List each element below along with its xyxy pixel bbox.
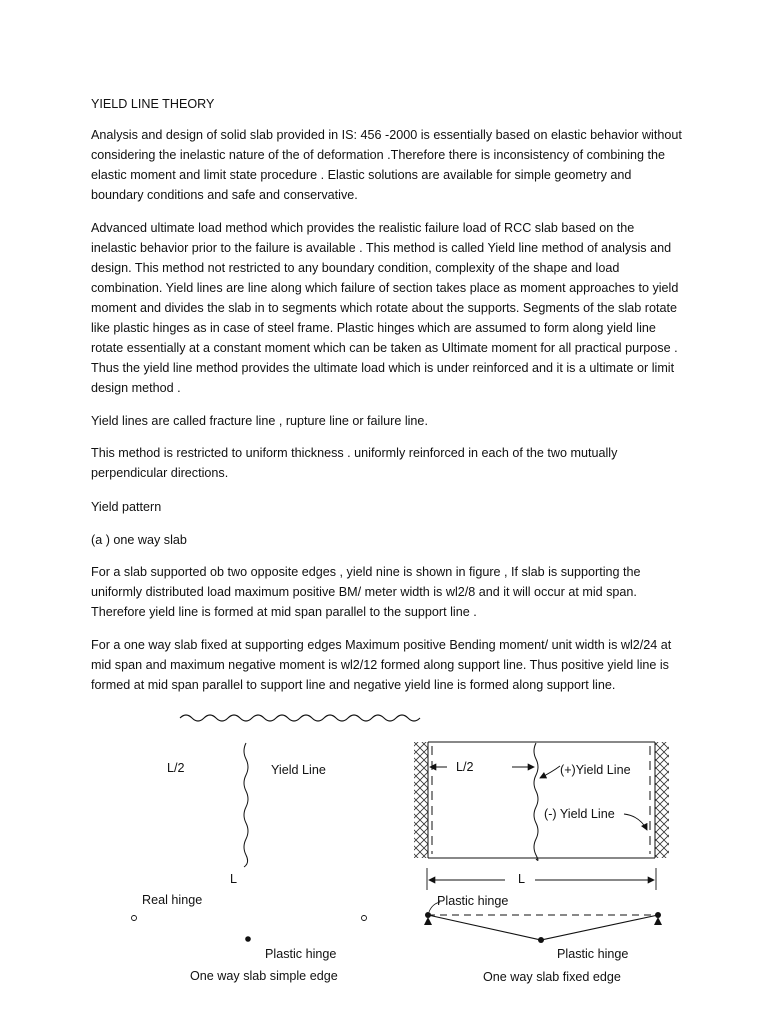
left-plastic-hinge-label: Plastic hinge: [265, 947, 337, 961]
right-positive-yield-label: (+)Yield Line: [560, 763, 631, 777]
right-plastic-hinge-bottom-label: Plastic hinge: [557, 947, 629, 961]
right-pos-yield-line: [534, 743, 538, 860]
left-yield-line: [244, 743, 248, 867]
paragraph-ultimate-load-method: Advanced ultimate load method which provides the realistic failure load of RCC slab based on the inelastic behavior prior to the failure is available . This method is called Yield line method of analysis and design. This method not restricted to any boundary condition, complexity of the shape and load combination. Yield lines are line along which failure of section takes place as moment approaches to yield moment and divides the slab in to segments which rotate about the supports. Segments of the slab rotate like plastic hinges as in case of steel frame. Plastic hinges which are assumed to form along yield line rotate essentially at a constant moment which can be taken as Ultimate moment for all practical purpose . Thus the yield line method provides the ultimate load which is under reinforced and it is a ultimate or limit design method .: [91, 221, 679, 395]
right-plastic-hinge-mid: [538, 937, 544, 943]
right-plastic-hinge-top-label: Plastic hinge: [437, 894, 509, 908]
heading-one-way-slab: (a ) one way slab: [91, 533, 187, 547]
left-real-hinge-right: [362, 916, 367, 921]
right-figure-caption: One way slab fixed edge: [483, 970, 621, 984]
right-pos-yield-leader: [540, 766, 560, 778]
paragraph-intro: Analysis and design of solid slab provided in IS: 456 -2000 is essentially based on elastic behavior without considering the inelastic nature of the of deformation .Therefore there is inconsistency of combining the elastic moment and limit state procedure . Elastic solutions are available for simple geometry and boundary conditions and safe and conservative.: [91, 128, 682, 202]
heading-yield-pattern: Yield pattern: [91, 500, 162, 514]
right-half-span-label: L/2: [456, 760, 474, 774]
left-figure-caption: One way slab simple edge: [190, 969, 338, 983]
right-span-label: L: [518, 872, 526, 886]
right-right-support-hatch: [655, 742, 669, 858]
left-span-label: L: [230, 872, 238, 886]
right-negative-yield-label: (-) Yield Line: [544, 807, 615, 821]
right-support-right: [654, 917, 662, 925]
right-neg-yield-leader: [624, 814, 647, 830]
left-real-hinge-left: [132, 916, 137, 921]
paragraph-simple-support: For a slab supported ob two opposite edges , yield nine is shown in figure , If slab is supporting the uniformly distributed load maximum positive BM/ meter width is wl2/8 and it will occur at mid span. Therefore yield line is formed at mid span parallel to the support line .: [91, 565, 641, 619]
wavy-line-decoration: [180, 715, 420, 721]
left-plastic-hinge-point: [245, 936, 251, 942]
paragraph-yield-line-names: Yield lines are called fracture line , rupture line or failure line.: [91, 414, 428, 428]
right-deflected-shape: [428, 915, 658, 940]
left-real-hinge-label: Real hinge: [142, 893, 203, 907]
right-support-left: [424, 917, 432, 925]
left-half-span-label: L/2: [167, 761, 185, 775]
document-title: YIELD LINE THEORY: [91, 97, 215, 111]
left-yield-line-label: Yield Line: [271, 763, 326, 777]
paragraph-restrictions: This method is restricted to uniform thickness . uniformly reinforced in each of the two mutually perpendicular directions.: [91, 446, 618, 480]
paragraph-fixed-support: For a one way slab fixed at supporting edges Maximum positive Bending moment/ unit width is wl2/24 at mid span and maximum negative moment is wl2/12 formed along support line. Thus positive yield line is formed at mid span parallel to support line and negative yield line is formed along support line.: [91, 638, 672, 692]
right-left-support-hatch: [414, 742, 428, 858]
